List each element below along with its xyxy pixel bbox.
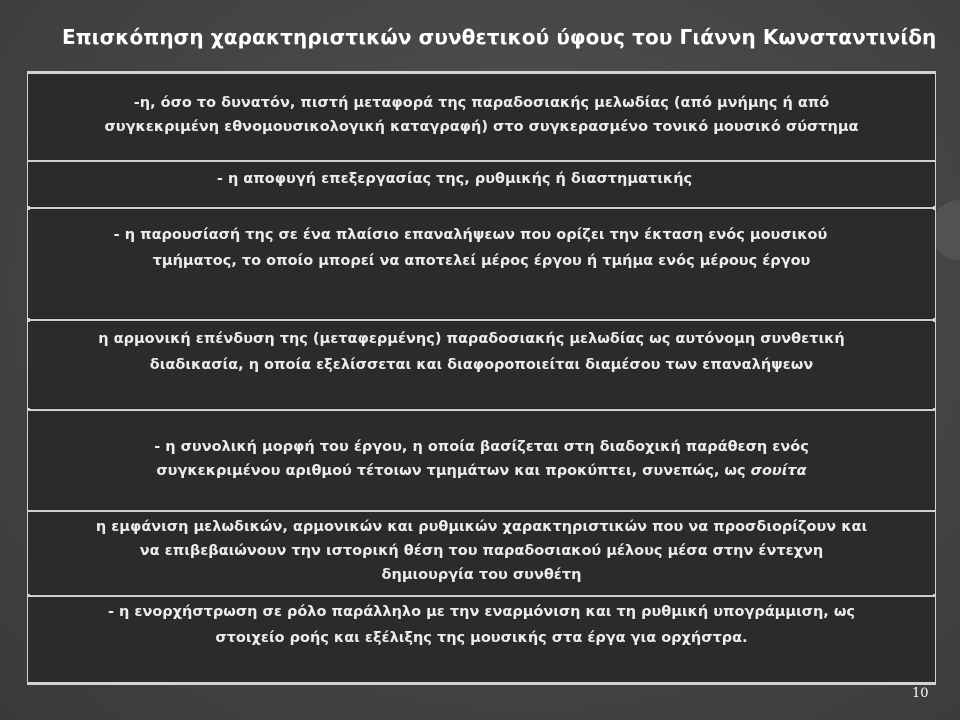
item-text-line: συγκεκριμένη εθνομουσικολογική καταγραφή) στο συγκερασμένο τονικό μουσικό σύστημα [104,119,859,135]
list-item [28,162,935,206]
divider [30,319,933,321]
page-number: 10 [912,686,929,701]
item-text-line: - η ενορχήστρωση σε ρόλο παράλληλο με την εναρμόνιση και τη ρυθμική υπογράμμιση, ως [107,604,856,620]
item-text-line [28,463,935,479]
list-item [28,74,935,160]
item-text-line: -η, όσο το δυνατόν, πιστή μεταφορά της παραδοσιακής μελωδίας (από μνήμης ή από [133,95,830,111]
item-italic-word: σουίτα [750,463,807,479]
item-text-line: να επιβεβαιώνουν την ιστορική θέση του παραδοσιακού μέλους μέσα στην έντεχνη [139,543,824,559]
list-item [28,210,935,318]
list-item [28,411,935,510]
list-item [28,597,935,682]
item-text-line: η αρμονική επένδυση της (μεταφερμένης) παραδοσιακής μελωδίας ως αυτόνομη συνθετική [98,331,845,347]
item-text: συγκεκριμένου αριθμού τέτοιων τμημάτων και προκύπτει, συνεπώς, ως [156,463,746,479]
item-text-line: τμήματος, το οποίο μπορεί να αποτελεί μέρος έργου ή τμήμα ενός μέρους έργου [152,253,811,269]
list-item [28,322,935,408]
item-text-line: η εμφάνιση μελωδικών, αρμονικών και ρυθμικών χαρακτηριστικών που να προσδιορίζουν και [95,519,868,535]
item-text-line: δημιουργία του συνθέτη [381,567,582,583]
item-text-line: διαδικασία, η οποία εξελίσσεται και διαφοροποιείται διαμέσου των επαναλήψεων [149,357,814,373]
slide-title: Επισκόπηση χαρακτηριστικών συνθετικού ύφους του Γιάννη Κωνσταντινίδη [62,25,937,49]
divider [30,207,933,209]
item-text-line: - η παρουσίασή της σε ένα πλαίσιο επαναλήψεων που ορίζει την έκταση ενός μουσικού [113,227,828,243]
item-text-line: - η συνολική μορφή του έργου, η οποία βασίζεται στη διαδοχική παράθεση ενός [154,439,809,455]
item-text-line: στοιχείο ροής και εξέλιξης της μουσικής στα έργα για ορχήστρα. [215,630,748,646]
item-text-line: - η αποφυγή επεξεργασίας της, ρυθμικής ή διαστηματικής [216,171,693,187]
list-item [28,512,935,594]
